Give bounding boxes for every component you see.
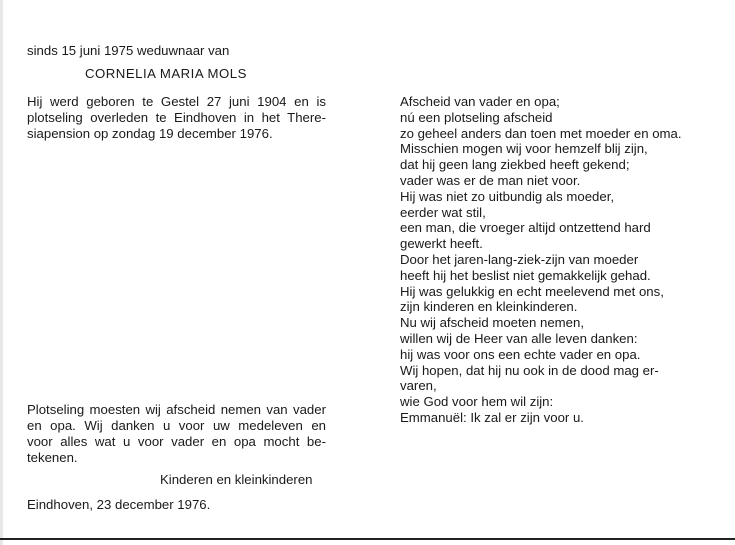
thanks-line: tekenen.: [27, 450, 78, 465]
poem-line: varen,: [400, 378, 437, 394]
poem-line: zijn kinderen en kleinkinderen.: [400, 299, 578, 315]
poem: [400, 94, 720, 426]
bio-line: plotseling overleden te Eindhoven in het There-: [27, 110, 326, 125]
poem-line: Wij hopen, dat hij nu ook in de dood mag er-: [400, 362, 659, 378]
poem-line: heeft hij het beslist niet gemakkelijk gehad.: [400, 267, 651, 283]
poem-line: vader was er de man niet voor.: [400, 172, 581, 188]
poem-line: zo geheel anders dan toen met moeder en oma.: [400, 125, 682, 141]
poem-line: Nu wij afscheid moeten nemen,: [400, 315, 584, 331]
spouse-name: CORNELIA MARIA MOLS: [85, 66, 247, 81]
thanks-paragraph: [27, 402, 326, 466]
poem-line: eerder wat stil,: [400, 204, 486, 220]
place-date: Eindhoven, 23 december 1976.: [27, 497, 211, 512]
poem-line: hij was voor ons een echte vader en opa.: [400, 346, 641, 362]
poem-line: gewerkt heeft.: [400, 236, 483, 252]
thanks-line: Plotseling moesten wij afscheid nemen van vader: [27, 402, 326, 417]
poem-line: een man, die vroeger altijd ontzettend hard: [400, 220, 651, 236]
intro-text: sinds 15 juni 1975 weduwnaar van: [27, 43, 230, 58]
poem-line: Hij was niet zo uitbundig als moeder,: [400, 188, 615, 204]
bio-line: Hij werd geboren te Gestel 27 juni 1904 en is: [27, 94, 326, 109]
poem-line: dat hij geen lang ziekbed heeft gekend;: [400, 157, 630, 173]
poem-line: Hij was gelukkig en echt meelevend met ons,: [400, 283, 664, 299]
card-edge: [0, 0, 3, 545]
poem-line: willen wij de Heer van alle leven danken:: [400, 330, 638, 346]
bottom-rule: [0, 538, 735, 540]
poem-line: Door het jaren-lang-ziek-zijn van moeder: [400, 251, 639, 267]
poem-line: Afscheid van vader en opa;: [400, 94, 560, 109]
poem-line: wie God voor hem wil zijn:: [400, 394, 554, 410]
signature: Kinderen en kleinkinderen: [160, 472, 313, 487]
poem-line: Misschien mogen wij voor hemzelf blij zijn,: [400, 141, 648, 157]
thanks-line: voor alles wat u voor vader en opa mocht be-: [27, 434, 326, 449]
poem-line: Emmanuël: Ik zal er zijn voor u.: [400, 409, 584, 425]
bio-line: siapension op zondag 19 december 1976.: [27, 126, 273, 141]
bio-paragraph: [27, 94, 326, 142]
poem-line: nú een plotseling afscheid: [400, 109, 553, 125]
thanks-line: en opa. Wij danken u voor uw medeleven en: [27, 418, 326, 433]
